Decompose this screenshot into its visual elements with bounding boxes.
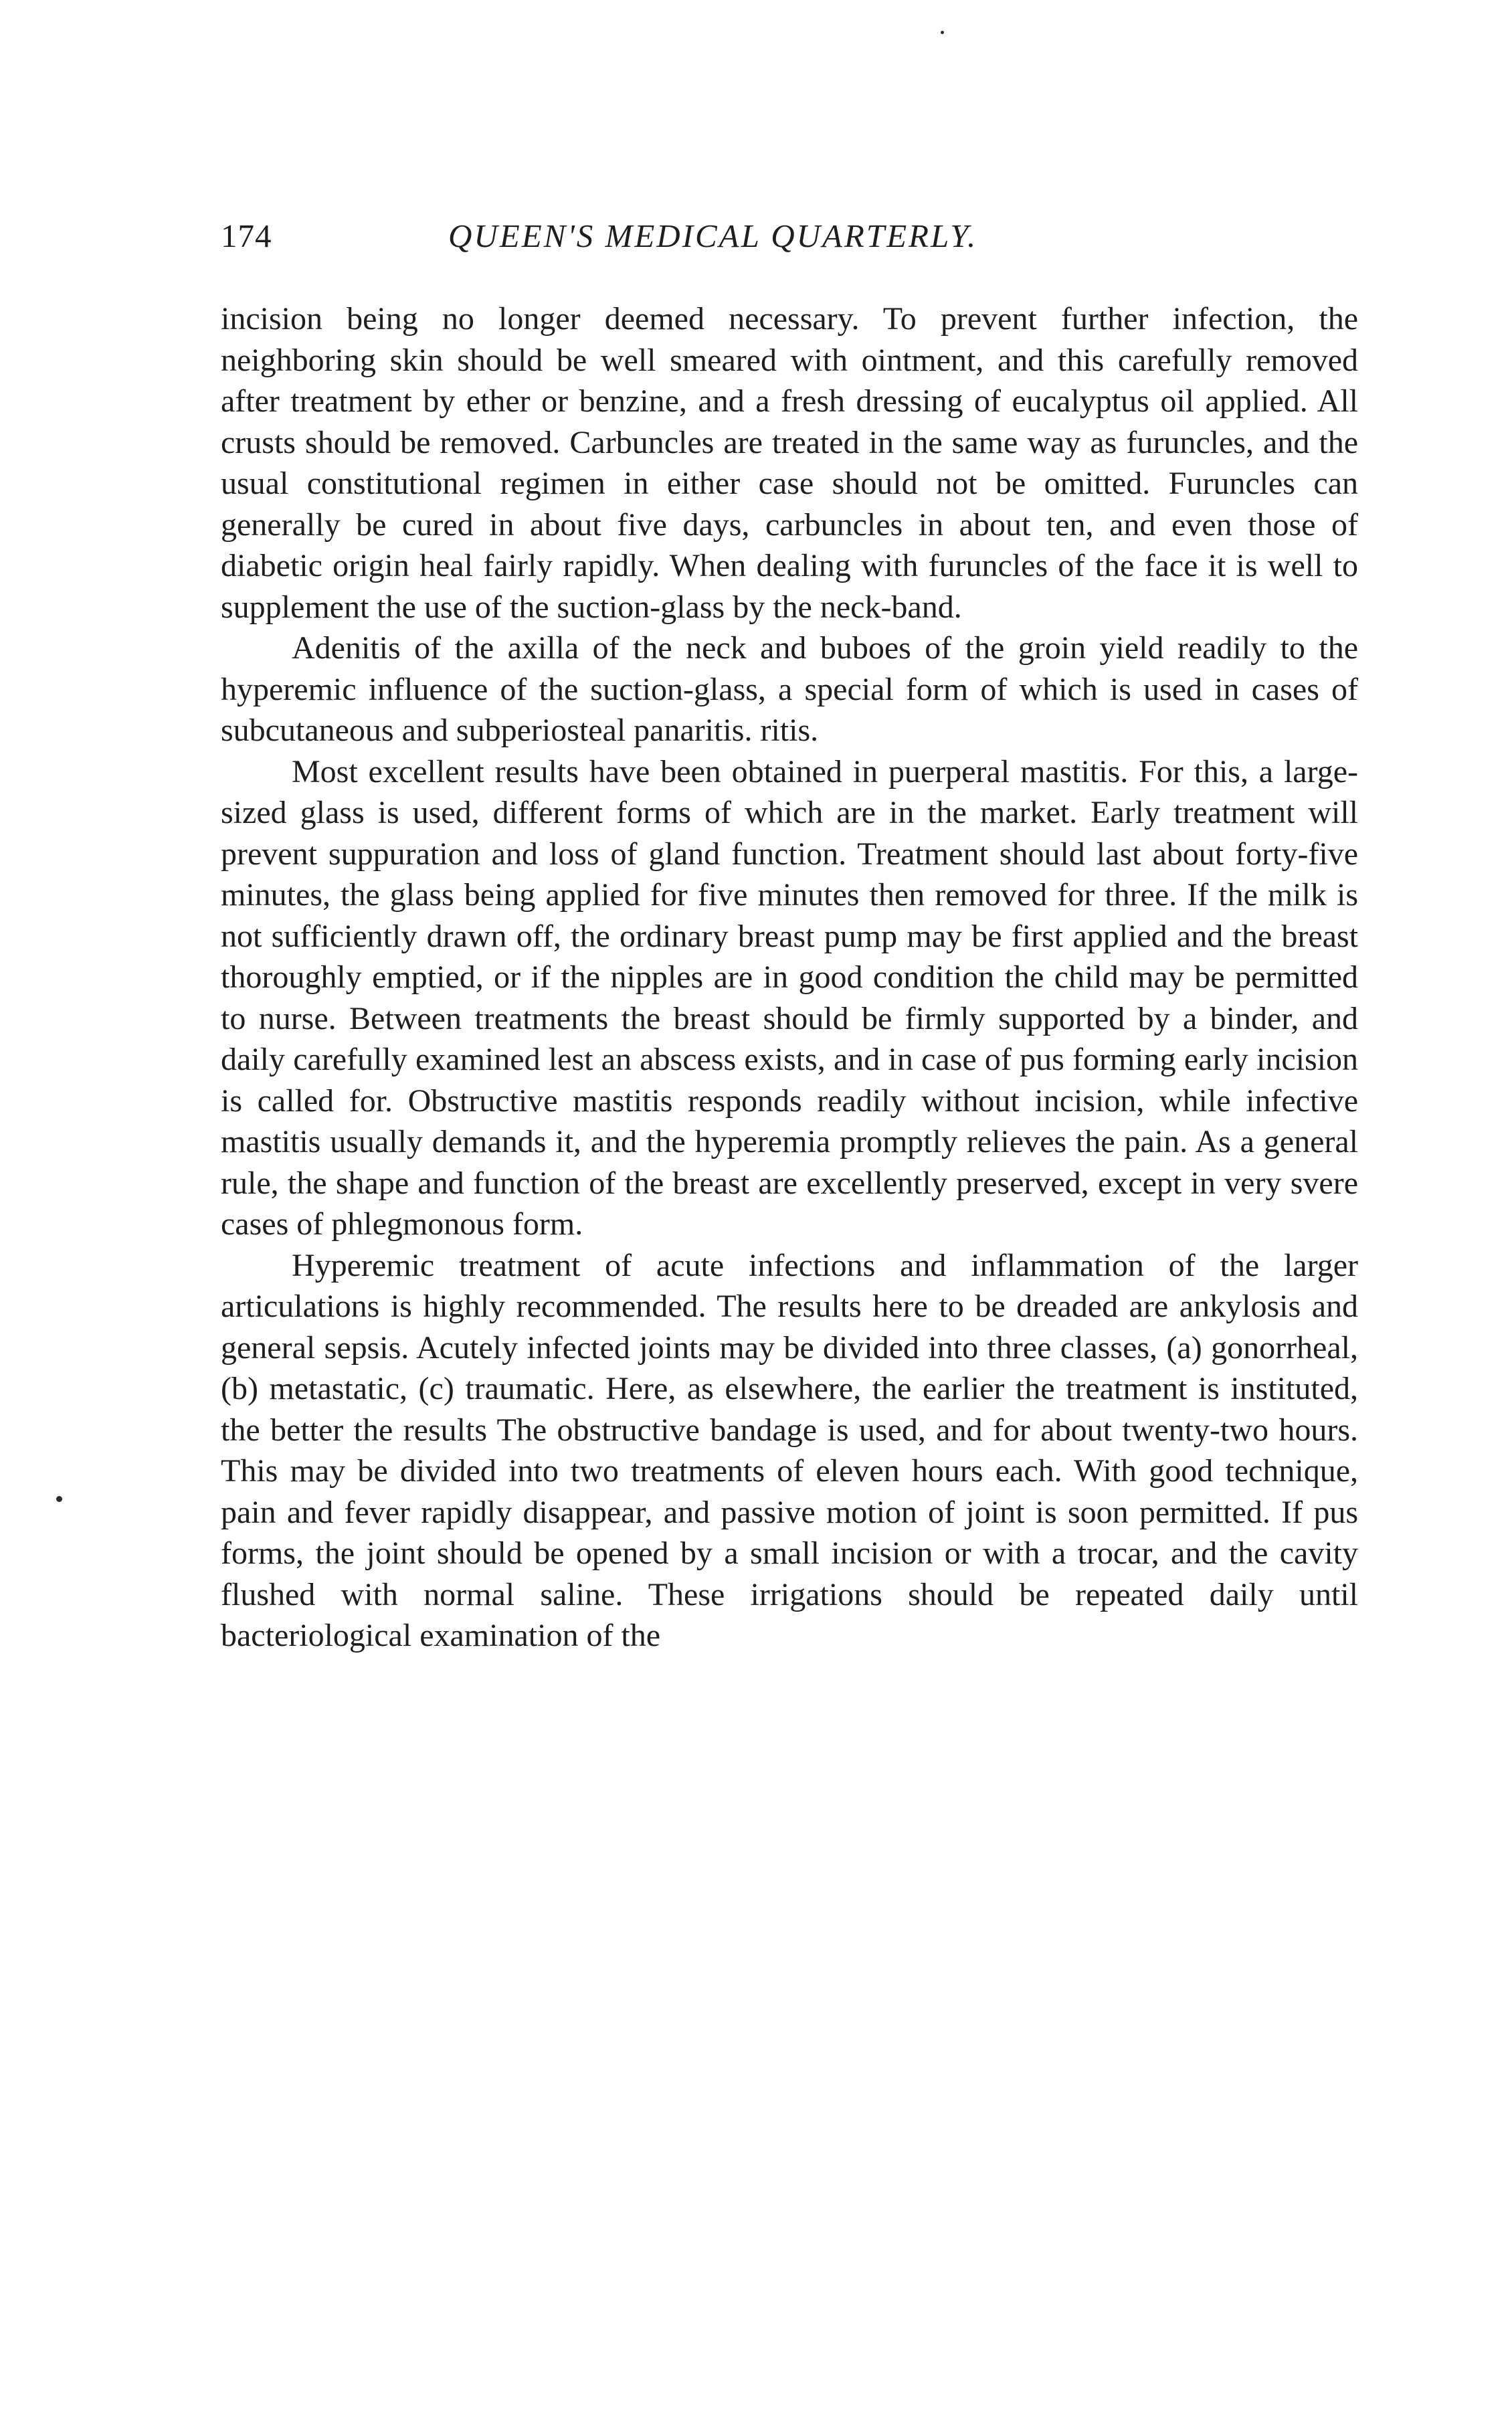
paragraph: Most excellent results have been obtained in puerperal mastitis. For this, a large-sized glass is used, different forms of which are in the market. Early treatment will prevent suppuration and loss of gland function. Treatment should last about forty-five minutes, the glass being applied for five minutes then removed for three. If the milk is not sufficiently drawn off, the ordinary breast pump may be first applied and the breast thoroughly emptied, or if the nipples are in good condition the child may be permitted to nurse. Between treatments the breast should be firmly supported by a binder, and daily carefully examined lest an abscess exists, and in case of pus forming early incision is called for. Obstructive mastitis responds readily without incision, while infective mastitis usually demands it, and the hyperemia promptly relieves the pain. As a general rule, the shape and function of the breast are excellently preserved, except in very svere cases of phlegmonous form. [221, 753, 1358, 1242]
scan-speck [56, 1496, 62, 1502]
paragraph: incision being no longer deemed necessary. To prevent further infection, the neighboring skin should be well smeared with ointment, and this carefully removed after treatment by ether or benzine, and a fresh dressing of eucalyptus oil applied. All crusts should be removed. Carbuncles are treated in the same way as furuncles, and the usual constitutional regimen in either case should not be omitted. Furuncles can generally be cured in about five days, carbuncles in about ten, and even those of diabetic origin heal fairly rapidly. When dealing with furuncles of the face it is well to supplement the use of the suction-glass by the neck-band. [221, 301, 1358, 625]
paragraph: Adenitis of the axilla of the neck and buboes of the groin yield readily to the hyperemic influence of the suction-glass, a special form of which is used in cases of subcutaneous and subperiosteal panaritis. ritis. [221, 630, 1358, 748]
scan-speck [941, 31, 944, 34]
paragraph: Hyperemic treatment of acute infections and inflammation of the larger articulations is highly recommended. The results here to be dreaded are ankylosis and general sepsis. Acutely infected joints may be divided into three classes, (a) gonorrheal, (b) metastatic, (c) traumatic. Here, as elsewhere, the earlier the treatment is instituted, the better the results The obstructive bandage is used, and for about twenty-two hours. This may be divided into two treatments of eleven hours each. With good technique, pain and fever rapidly disappear, and passive motion of joint is soon permitted. If pus forms, the joint should be opened by a small incision or with a trocar, and the cavity flushed with normal saline. These irrigations should be repeated daily until bacteriological examination of the [221, 1247, 1358, 1653]
page-number: 174 [221, 217, 272, 254]
running-title: QUEEN'S MEDICAL QUARTERLY. [448, 217, 978, 254]
page-header [221, 213, 1345, 260]
body-text [221, 298, 1358, 1657]
